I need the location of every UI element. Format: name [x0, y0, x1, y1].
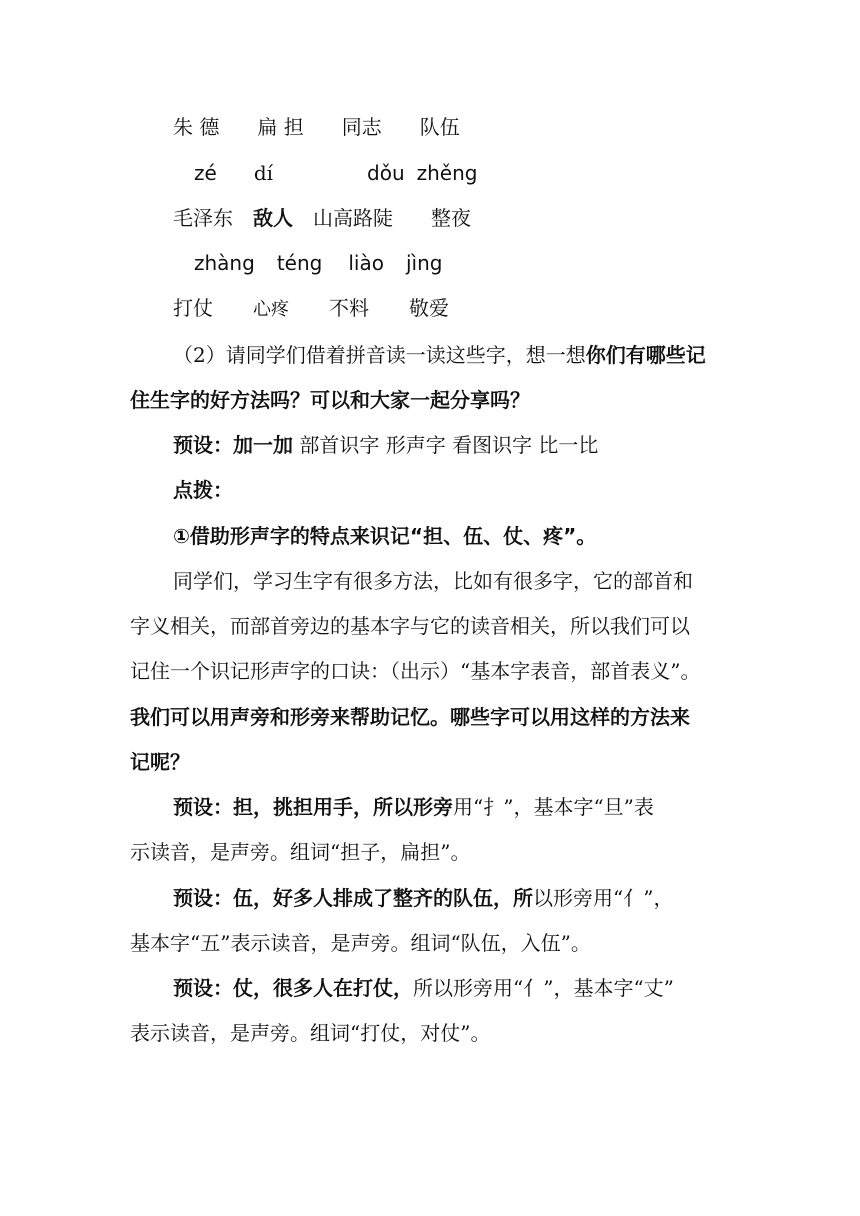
- preset-zhang-rest: 所以形旁用“亻”，基本字“丈”: [413, 976, 674, 1000]
- word-tong-zhi: 同志: [341, 115, 382, 139]
- pinyin-zheng: zhěng: [416, 161, 478, 185]
- para1-line-4: 我们可以用声旁和形旁来帮助记忆。哪些字可以用这样的方法来: [130, 705, 690, 729]
- pinyin-row-4: [194, 249, 442, 277]
- word-bian-dan: 扁 担: [257, 115, 304, 139]
- para1-line-5: 记呢？: [130, 750, 190, 774]
- preset-dan-line-2: 示读音，是声旁。组词“担子，扁担”。: [130, 840, 471, 864]
- word-da-zhang: 打仗: [173, 296, 213, 320]
- question-2-line-2: 住生字的好方法吗？可以和大家一起分享吗？: [130, 388, 530, 412]
- question-2-text-b: 你们有哪些记: [585, 343, 706, 367]
- preset-dan-line-1: [173, 793, 654, 821]
- preset-zhang-bold: 预设：仗，很多人在打仗，: [173, 976, 413, 1000]
- preset-methods-list: 部首识字 形声字 看图识字 比一比: [293, 433, 599, 457]
- pinyin-zhang: zhàng: [194, 251, 255, 275]
- pinyin-liao: liào: [348, 251, 384, 275]
- para1-line-3: 记住一个识记形声字的口诀：（出示）“基本字表音，部首表义”。: [130, 659, 701, 683]
- word-jing-ai: 敬爱: [409, 296, 449, 320]
- preset-methods: [173, 431, 598, 459]
- pinyin-teng: téng: [276, 251, 323, 275]
- vocab-row-3: [173, 204, 471, 232]
- word-zhu-de: 朱 德: [173, 115, 220, 139]
- pinyin-dou: dǒu: [367, 161, 405, 185]
- pinyin-jing: jìng: [405, 251, 443, 275]
- vocab-row-1: [173, 113, 460, 141]
- word-dui-wu: 队伍: [419, 115, 460, 139]
- preset-methods-label: 预设：加一加: [173, 433, 293, 457]
- pinyin-ze: zé: [194, 161, 217, 185]
- para1-line-2: 字义相关，而部首旁边的基本字与它的读音相关，所以我们可以: [130, 614, 690, 638]
- para1-line-1: 同学们，学习生字有很多方法，比如有很多字，它的部首和: [173, 569, 693, 593]
- word-di-ren: 敌人: [253, 206, 293, 230]
- preset-dan-bold: 预设：担，挑担用手，所以形旁: [173, 795, 453, 819]
- word-mao-ze-dong: 毛泽东: [173, 206, 233, 230]
- word-shan-gao-lu-dou: 山高路陡: [313, 206, 393, 230]
- preset-wu-line-2: 基本字“五”表示读音，是声旁。组词“队伍，入伍”。: [130, 931, 591, 955]
- preset-dan-rest: 用“扌”，基本字“旦”表: [453, 795, 654, 819]
- word-bu-liao: 不料: [329, 296, 369, 320]
- vocab-row-5: [173, 294, 449, 324]
- word-xin-teng: 心疼: [253, 299, 289, 320]
- preset-zhang-line-1: [173, 974, 674, 1002]
- pinyin-row-2: [194, 159, 477, 187]
- preset-wu-rest: 以形旁用“亻”，: [533, 886, 674, 910]
- question-2-text-a: （2）请同学们借着拼音读一读这些字，想一想: [173, 343, 586, 367]
- preset-zhang-line-2: 表示读音，是声旁。组词“打仗，对仗”。: [130, 1021, 491, 1045]
- question-2-line-1: [173, 341, 706, 369]
- word-zheng-ye: 整夜: [431, 206, 471, 230]
- preset-wu-bold: 预设：伍，好多人排成了整齐的队伍，所: [173, 886, 533, 910]
- preset-wu-line-1: [173, 884, 673, 912]
- pinyin-di: dí: [253, 161, 274, 185]
- hint-label: 点拨：: [173, 478, 233, 502]
- hint-1: ①借助形声字的特点来识记“担、伍、仗、疼”。: [173, 524, 597, 548]
